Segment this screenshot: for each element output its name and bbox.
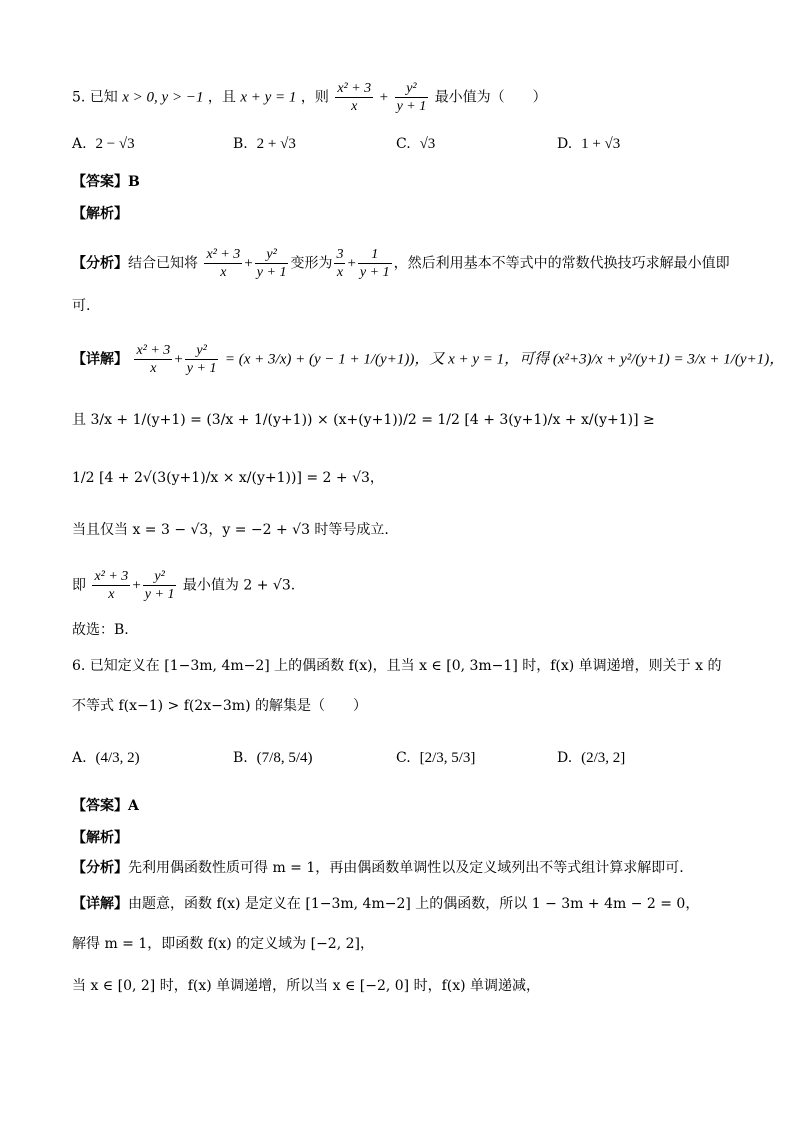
option-letter: C.	[396, 136, 411, 152]
q6-option-b	[233, 750, 312, 767]
q6-detail-line-3: 当 x ∈ [0, 2] 时，f(x) 单调递增，所以当 x ∈ [−2, 0] 时，f(x) 单调递减，	[72, 978, 541, 994]
q5-option-c	[396, 136, 435, 153]
fraction: $\frac{1}{y + 1}$	[359, 247, 390, 280]
q5-suffix: 最小值为（ ）	[434, 89, 547, 106]
fraction: $\frac{\text{x² + 3}}{x}$	[136, 343, 171, 376]
fraction: $\frac{\text{y²}}{y + 1}$	[186, 343, 217, 376]
option-text: (7/8, 5/4)	[256, 750, 313, 766]
q5-conclusion: 故选：B.	[72, 622, 129, 638]
q5-jiexi-label: 【解析】	[72, 206, 128, 222]
option-text: [2/3, 5/3]	[419, 750, 476, 766]
option-letter: D.	[557, 136, 573, 152]
q6-option-d	[557, 750, 625, 767]
q6-stem-line-2: 不等式 f(x−1) > f(2x−3m) 的解集是（ ）	[72, 698, 367, 714]
option-letter: B.	[233, 136, 248, 152]
detail-label: 【详解】	[72, 351, 128, 368]
analysis-text: 先利用偶函数性质可得 m = 1，再由偶函数单调性以及定义域列出不等式组计算求解即可.	[128, 860, 684, 876]
analysis-label: 【分析】	[72, 860, 128, 876]
q5-option-b	[233, 136, 296, 153]
q5-fraction-1: $\frac{\text{x² + 3}}{x}$	[337, 81, 372, 114]
q6-detail-line-2: 解得 m = 1，即函数 f(x) 的定义域为 [−2, 2]，	[72, 936, 374, 952]
fraction: $\frac{\text{y²}}{y + 1}$	[144, 569, 175, 602]
q5-answer: 【答案】B	[72, 174, 140, 190]
q5-condition-1: x > 0, y > −1	[122, 89, 204, 106]
option-text: 1 + √3	[581, 136, 621, 152]
option-text: 2 + √3	[256, 136, 296, 152]
q6-option-c	[396, 750, 475, 767]
analysis-text: 结合已知将	[128, 255, 198, 272]
q5-analysis-cont: 可.	[72, 298, 91, 314]
option-letter: D.	[557, 750, 573, 766]
q5-analysis: 【分析】结合已知将 $\frac{\text{x² + 3}}{x}$ + $\frac{\text{y²}}{y + 1}$ 变形为 $\frac{3}{x}$ + $\frac{1}{y + 1}$ ，然后利用基本不等式中的常数代换技巧求解最小值即	[72, 247, 730, 280]
q5-option-d	[557, 136, 620, 153]
q5-detail-line-4: 当且仅当 x = 3 − √3，y = −2 + √3 时等号成立.	[72, 522, 389, 538]
q5-detail-line-2: 且 3/x + 1/(y+1) = (3/x + 1/(y+1)) × (x+(y+1))/2 = 1/2 [4 + 3(y+1)/x + x/(y+1)] ≥	[72, 412, 655, 428]
q6-answer: 【答案】A	[72, 798, 139, 814]
option-text: √3	[419, 136, 436, 152]
option-text: (4/3, 2)	[95, 750, 140, 766]
option-letter: A.	[72, 136, 87, 152]
detail-text: 即	[72, 577, 86, 594]
q5-fraction-2: $\frac{\text{y²}}{y + 1}$	[396, 81, 427, 114]
q6-option-a	[72, 750, 140, 767]
q5-option-a	[72, 136, 135, 153]
q5-stem: 5. 已知 x > 0, y > −1 ，且 x + y = 1 ，则 $\frac{\text{x² + 3}}{x}$ + $\frac{\text{y²}}{y + 1}$ 最小值为（ ）	[72, 81, 547, 114]
q6-jiexi-label: 【解析】	[72, 830, 128, 846]
q6-analysis	[72, 858, 684, 878]
q5-connector-2: ，则	[300, 89, 329, 106]
q6-detail-line-1	[72, 894, 699, 914]
q5-detail-line-1: 【详解】 $\frac{\text{x² + 3}}{x}$ + $\frac{\text{y²}}{y + 1}$ = (x + 3/x) + (y − 1 + 1/(y+1))，又 x + y = 1，可得 (x²+3)/x + y²/(y+1) = 3/x + 1/(y+1)，	[72, 343, 785, 376]
analysis-text: 变形为	[290, 255, 333, 272]
fraction: $\frac{\text{x² + 3}}{x}$	[206, 247, 241, 280]
fraction: $\frac{\text{x² + 3}}{x}$	[94, 569, 129, 602]
option-letter: C.	[396, 750, 411, 766]
q5-connector-1: ，且	[207, 89, 236, 106]
analysis-text: ，然后利用基本不等式中的常数代换技巧求解最小值即	[393, 255, 730, 272]
option-letter: A.	[72, 750, 87, 766]
detail-text: 由题意，函数 f(x) 是定义在 [1−3m, 4m−2] 上的偶函数，所以 1 − 3m + 4m − 2 = 0，	[128, 896, 700, 912]
detail-text: 最小值为 2 + √3.	[182, 577, 296, 594]
detail-label: 【详解】	[72, 896, 128, 912]
q6-stem-line-1: 6. 已知定义在 [1−3m, 4m−2] 上的偶函数 f(x)，且当 x ∈ [0, 3m−1] 时，f(x) 单调递增，则关于 x 的	[72, 658, 722, 674]
detail-text: = (x + 3/x) + (y − 1 + 1/(y+1))，又 x + y = 1，可得 (x²+3)/x + y²/(y+1) = 3/x + 1/(y+1)，	[224, 351, 785, 368]
fraction: $\frac{\text{y²}}{y + 1}$	[256, 247, 287, 280]
analysis-label: 【分析】	[72, 255, 128, 272]
q5-detail-line-5: 即 $\frac{\text{x² + 3}}{x}$ + $\frac{\text{y²}}{y + 1}$ 最小值为 2 + √3.	[72, 569, 296, 602]
fraction: $\frac{3}{x}$	[336, 247, 344, 280]
option-text: (2/3, 2]	[581, 750, 626, 766]
q5-condition-2: x + y = 1	[240, 89, 297, 106]
option-letter: B.	[233, 750, 248, 766]
option-text: 2 − √3	[95, 136, 135, 152]
q5-number: 5. 已知	[72, 89, 118, 106]
q5-detail-line-3: 1/2 [4 + 2√(3(y+1)/x × x/(y+1))] = 2 + √3，	[72, 470, 384, 486]
